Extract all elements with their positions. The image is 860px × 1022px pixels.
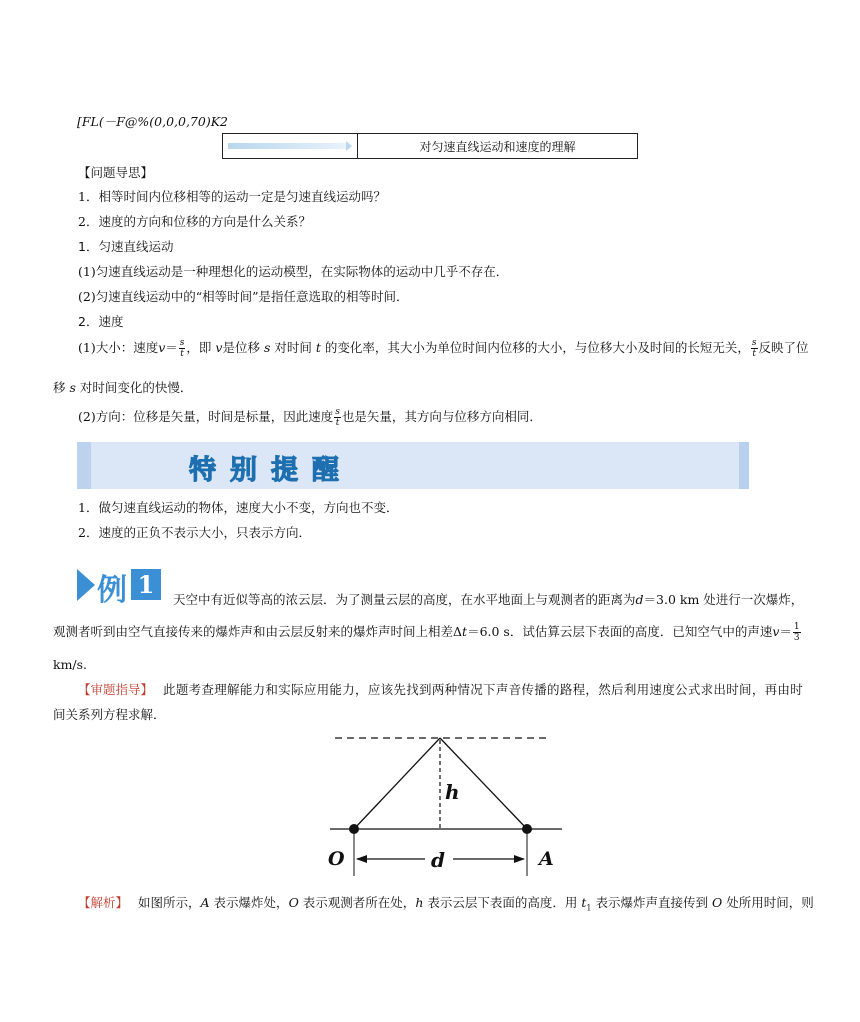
section2-para1: (1)大小：速度v＝ $\frac{s}{t}$ ，即 v是位移 s 对时间 t 的变化率，其大小为单位时间内位移的大小，与位移大小及时间的长短无关， $\frac{s}{t}$ 反映了位 [78,338,809,359]
fraction-s-over-t-3: $\frac{s}{t}$ [335,407,340,428]
header-code: [FL(－F@%(0,0,0,70)K2 [77,114,229,129]
example-line1: 天空中有近似等高的浓云层．为了测量云层的高度，在水平地面上与观测者的距离为d＝3.0 km 处进行一次爆炸， [173,592,804,607]
h-label: h [445,780,460,804]
reminder-banner [77,442,749,489]
banner-title: 特别提醒 [189,455,353,486]
section1-para1: (1)匀速直线运动是一种理想化的运动模型，在实际物体的运动中几乎不存在． [78,264,509,279]
guidance-line1: 【审题指导】 此题考查理解能力和实际应用能力，应该先找到两种情况下声音传播的路程，然后利用速度公式求出时间，再由时 [78,682,804,697]
section1-title: 1．匀速直线运动 [78,239,174,254]
guide-question-2: 2．速度的方向和位移的方向是什么关系？ [78,214,311,229]
section2-title: 2．速度 [78,314,124,329]
example-badge [77,567,163,608]
reminder-2: 2．速度的正负不表示大小，只表示方向． [78,525,311,540]
guidance-label: 【审题指导】 [78,682,154,697]
section1-para2: (2)匀速直线运动中的“相等时间”是指任意选取的相等时间． [78,289,409,304]
fraction-one-third: $\frac{1}{3}$ [793,622,800,643]
topic-title: 对匀速直线运动和速度的理解 [419,139,576,154]
banner-edge [77,442,91,489]
example-label: 例 [97,573,127,608]
chevron-right-icon [77,569,95,601]
example-line3: km/s. [53,657,88,672]
reminder-1: 1．做匀速直线运动的物体，速度大小不变，方向也不变． [78,500,399,515]
arrow-icon [228,143,346,149]
o-label: O [328,848,345,870]
arrow-right-icon [514,855,525,863]
section2-para1-line2: 移 s 对时间变化的快慢． [53,380,193,395]
example-line2: 观测者听到由空气直接传来的爆炸声和由云层反射来的爆炸声时间上相差Δt＝6.0 s．试估算云层下表面的高度．已知空气中的声速v＝ $\frac{1}{3}$ [53,622,800,643]
section2-para2: (2)方向：位移是矢量，时间是标量，因此速度 $\frac{s}{t}$ 也是矢量，其方向与位移方向相同． [78,407,542,428]
example-number: 1 [131,569,161,600]
path-left [354,738,440,829]
guidance-line2: 间关系列方程求解． [53,707,166,722]
d-label: d [431,848,445,872]
fraction-s-over-t-2: $\frac{s}{t}$ [751,338,757,359]
guide-heading: 【问题导思】 [78,165,154,180]
fraction-s-over-t: $\frac{s}{t}$ [179,338,185,359]
arrow-left-icon [356,855,367,863]
topic-table [222,133,638,159]
cloud-height-diagram [325,728,565,876]
guide-question-1: 1．相等时间内位移相等的运动一定是匀速直线运动吗？ [78,189,386,204]
topic-arrow-cell [223,134,358,158]
solution-line: 【解析】 如图所示，A 表示爆炸处，O 表示观测者所在处，h 表示云层下表面的高度．用 $t_1$ 表示爆炸声直接传到 O 处所用时间，则 [78,895,814,913]
solution-label: 【解析】 [78,895,129,910]
a-label: A [539,848,554,870]
